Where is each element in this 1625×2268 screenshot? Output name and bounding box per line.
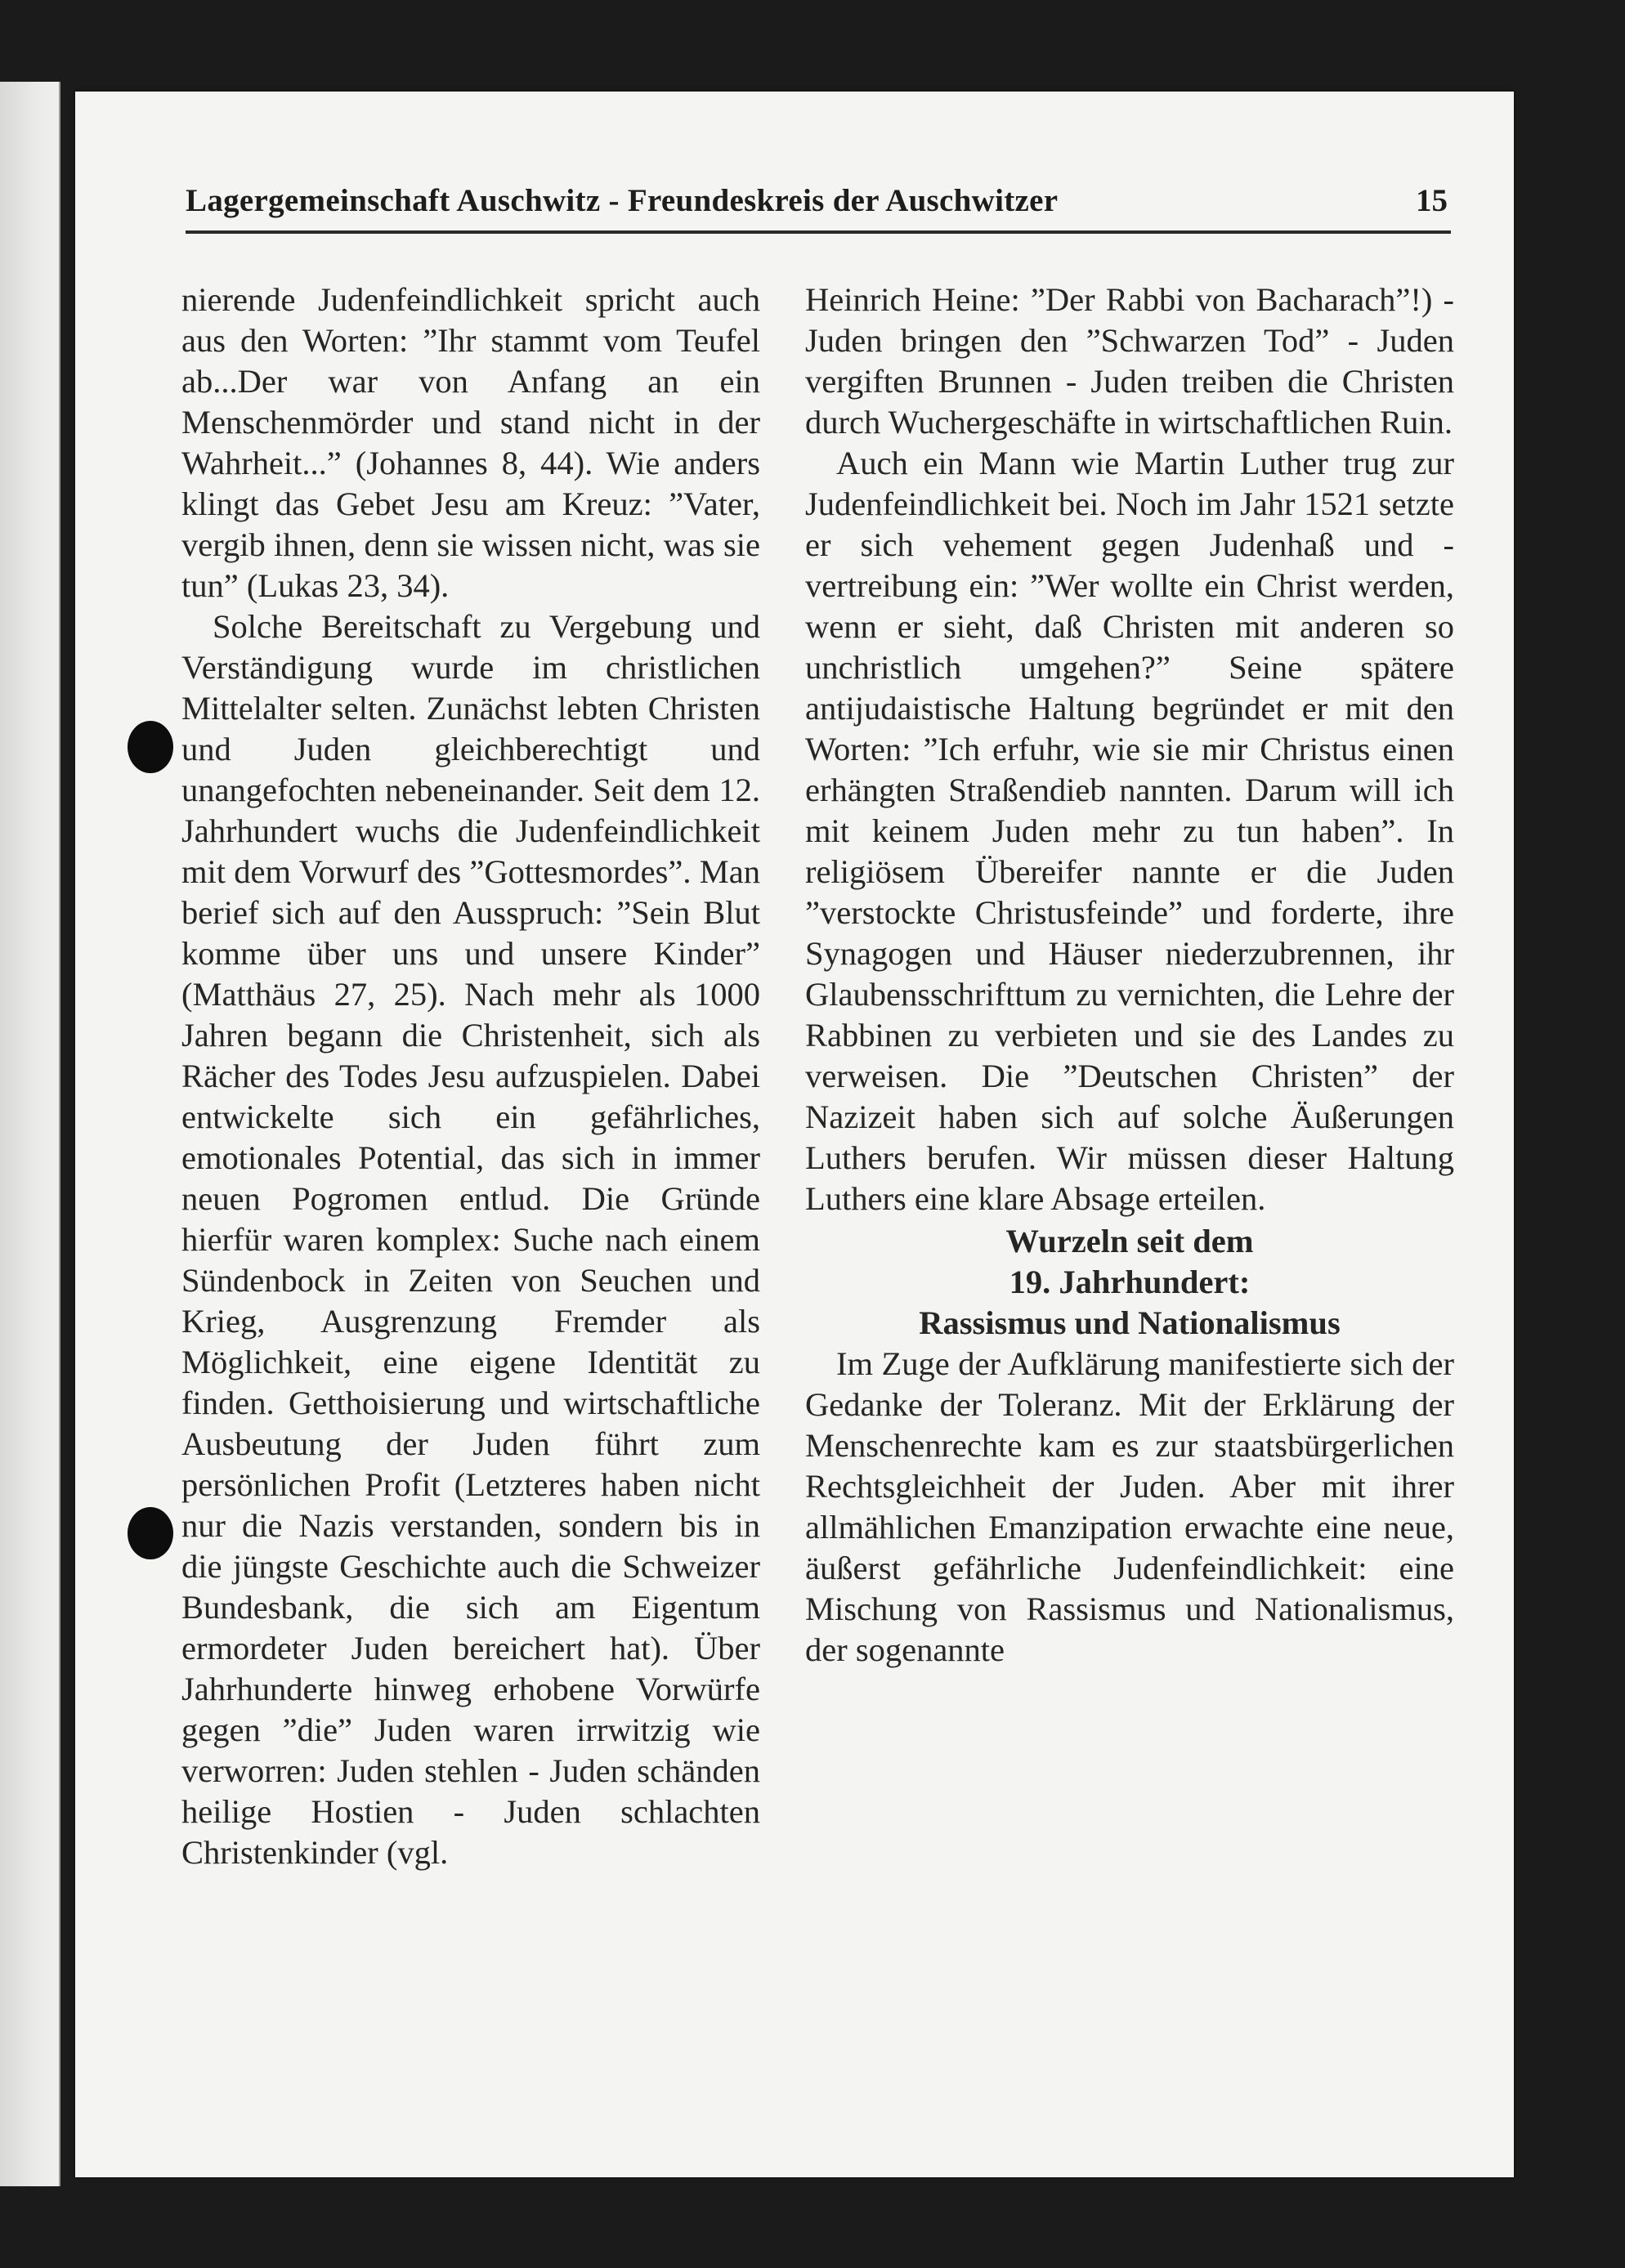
running-header xyxy=(186,173,1451,234)
left-paragraph-1: nierende Judenfeindlichkeit spricht auch aus den Worten: ”Ihr stammt vom Teufel ab...Der war von Anfang an ein Menschenmörder und stand nicht in der Wahrheit...” (Johannes 8, 44). Wie anders klingt das Gebet Jesu am Kreuz: ”Vater, vergib ihnen, denn sie wissen nicht, was sie tun” (Lukas 23, 34). xyxy=(181,281,760,604)
punch-hole-bottom xyxy=(128,1507,173,1559)
punch-hole-top xyxy=(128,721,173,773)
right-paragraph-1: Heinrich Heine: ”Der Rabbi von Bacharach”!) - Juden bringen den ”Schwarzen Tod” - Juden vergiften Brunnen - Juden treiben die Christen durch Wuchergeschäfte in wirtschaftlichen Ruin. xyxy=(805,281,1454,441)
left-column xyxy=(181,280,760,1873)
right-paragraph-2: Auch ein Mann wie Martin Luther trug zur Judenfeindlichkeit bei. Noch im Jahr 1521 setzte er sich vehement gegen Judenhaß und -vertreibung ein: ”Wer wollte ein Christ werden, wenn er sieht, daß Christen mit anderen so unchristlich umgehen?” Seine spätere antijudaistische Haltung begründet er mit den Worten: ”Ich erfuhr, wie sie mir Christus einen erhängten Straßendieb nannten. Darum will ich mit keinem Juden mehr zu tun haben”. In religiösem Übereifer nannte er die Juden ”verstockte Christusfeinde” und forderte, ihre Synagogen und Häuser niederzubrennen, ihr Glaubensschrifttum zu vernichten, die Lehre der Rabbinen zu verbieten und sie des Landes zu verweisen. Die ”Deutschen Christen” der Nazizeit haben sich auf solche Äußerungen Luthers berufen. Wir müssen dieser Haltung Luthers eine klare Absage erteilen. xyxy=(805,445,1454,1217)
left-paragraph-2: Solche Bereitschaft zu Vergebung und Verständigung wurde im christlichen Mittelalter selten. Zunächst lebten Christen und Juden gleichberechtigt und unangefochten nebeneinander. Seit dem 12. Jahrhundert wuchs die Judenfeindlichkeit mit dem Vorwurf des ”Gottesmordes”. Man berief sich auf den Ausspruch: ”Sein Blut komme über uns und unsere Kinder” (Matthäus 27, 25). Nach mehr als 1000 Jahren begann die Christenheit, sich als Rächer des Todes Jesu aufzuspielen. Dabei entwickelte sich ein gefährliches, emotionales Potential, das sich in immer neuen Pogromen entlud. Die Gründe hierfür waren komplex: Suche nach einem Sündenbock in Zeiten von Seuchen und Krieg, Ausgrenzung Fremder als Möglichkeit, eine eigene Identität zu finden. Getthoisierung und wirtschaftliche Ausbeutung der Juden führt zum persönlichen Profit (Letzteres haben nicht nur die Nazis verstanden, sondern bis in die jüngste Geschichte auch die Schweizer Bundesbank, die sich am Eigentum ermordeter Juden bereichert hat). Über Jahrhunderte hinweg erhobene Vorwürfe gegen ”die” Juden waren irrwitzig wie verworren: Juden stehlen - Juden schänden heilige Hostien - Juden schlachten Christenkinder (vgl. xyxy=(181,608,760,1871)
section-heading xyxy=(805,1221,1454,1344)
header-title: Lagergemeinschaft Auschwitz - Freundeskreis der Auschwitzer xyxy=(186,183,1059,218)
right-paragraph-3: Im Zuge der Aufklärung manifestierte sich der Gedanke der Toleranz. Mit der Erklärung der Menschenrechte kam es zur staatsbürgerlichen Rechtsgleichheit der Juden. Aber mit ihrer allmählichen Emanzipation erwachte eine neue, äußerst gefährliche Judenfeindlichkeit: eine Mischung von Rassismus und Nationalismus, der sogenannte xyxy=(805,1345,1454,1668)
section-heading-line-1: Wurzeln seit dem xyxy=(1005,1223,1254,1259)
section-heading-line-3: Rassismus und Nationalismus xyxy=(919,1304,1341,1341)
page-number: 15 xyxy=(1416,183,1448,218)
right-column xyxy=(805,280,1454,1671)
document-page xyxy=(75,92,1514,2177)
section-heading-line-2: 19. Jahrhundert: xyxy=(1009,1264,1251,1300)
adjacent-page-edge xyxy=(0,82,60,2186)
